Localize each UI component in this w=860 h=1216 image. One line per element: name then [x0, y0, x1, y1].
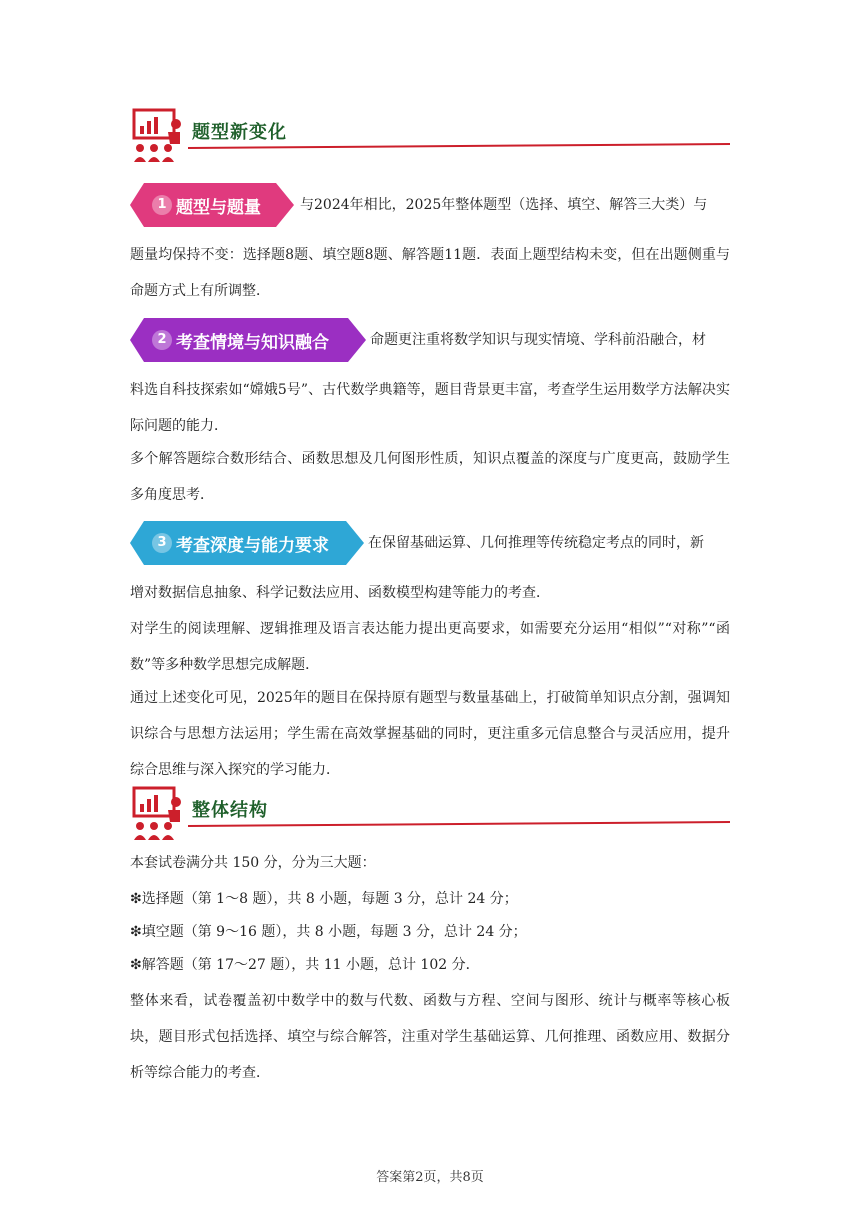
list-item: ❇填空题（第 9～16 题），共 8 小题，每题 3 分，总计 24 分； — [130, 924, 527, 940]
section-divider — [188, 141, 730, 149]
paragraph: 对学生的阅读理解、逻辑推理及语言表达能力提出更高要求，如需要充分运用“相似”“对称”“函数”等多种数学思想完成解题． — [130, 621, 730, 673]
section-title: 题型新变化 — [192, 122, 287, 143]
badge-number: 2 — [152, 330, 172, 350]
paragraph: 题量均保持不变：选择题8题、填空题8题、解答题11题．表面上题型结构未变，但在出题侧重与命题方式上有所调整． — [130, 247, 730, 299]
section-header-new-changes — [130, 108, 730, 168]
paragraph-lead: 在保留基础运算、几何推理等传统稳定考点的同时，新 — [368, 535, 704, 551]
paragraph-lead: 命题更注重将数学知识与现实情境、学科前沿融合，材 — [370, 332, 706, 348]
badge-label: 考查深度与能力要求 — [176, 536, 329, 556]
paragraph: 料选自科技探索如“嫦娥5号”、古代数学典籍等，题目背景更丰富，考查学生运用数学方法解决实际问题的能力． — [130, 382, 730, 434]
badge-number: 1 — [152, 195, 172, 215]
paragraph: 本套试卷满分共 150 分，分为三大题： — [130, 855, 376, 871]
paragraph-lead: 与2024年相比，2025年整体题型（选择、填空、解答三大类）与 — [300, 197, 708, 213]
presentation-icon — [130, 108, 186, 164]
list-item: ❇解答题（第 17～27 题），共 11 小题，总计 102 分． — [130, 957, 480, 973]
section-header-overall-structure — [130, 786, 730, 846]
section-title: 整体结构 — [192, 800, 268, 821]
badge-number: 3 — [152, 533, 172, 553]
list-item: ❇选择题（第 1～8 题），共 8 小题，每题 3 分，总计 24 分； — [130, 891, 518, 907]
page-footer: 答案第2页，共8页 — [376, 1170, 484, 1185]
paragraph: 多个解答题综合数形结合、函数思想及几何图形性质，知识点覆盖的深度与广度更高，鼓励学生多角度思考． — [130, 451, 730, 503]
badge-label: 考查情境与知识融合 — [176, 333, 329, 353]
presentation-icon — [130, 786, 186, 842]
paragraph: 通过上述变化可见，2025年的题目在保持原有题型与数量基础上，打破简单知识点分割，强调知识综合与思想方法运用；学生需在高效掌握基础的同时，更注重多元信息整合与灵活应用，提升综合思维与深入探究的学习能力． — [130, 690, 730, 778]
paragraph: 增对数据信息抽象、科学记数法应用、函数模型构建等能力的考查． — [130, 585, 550, 601]
section-divider — [188, 819, 730, 827]
badge-label: 题型与题量 — [176, 198, 261, 218]
paragraph: 整体来看，试卷覆盖初中数学中的数与代数、函数与方程、空间与图形、统计与概率等核心板块，题目形式包括选择、填空与综合解答，注重对学生基础运算、几何推理、函数应用、数据分析等综合能力的考查． — [130, 993, 730, 1081]
